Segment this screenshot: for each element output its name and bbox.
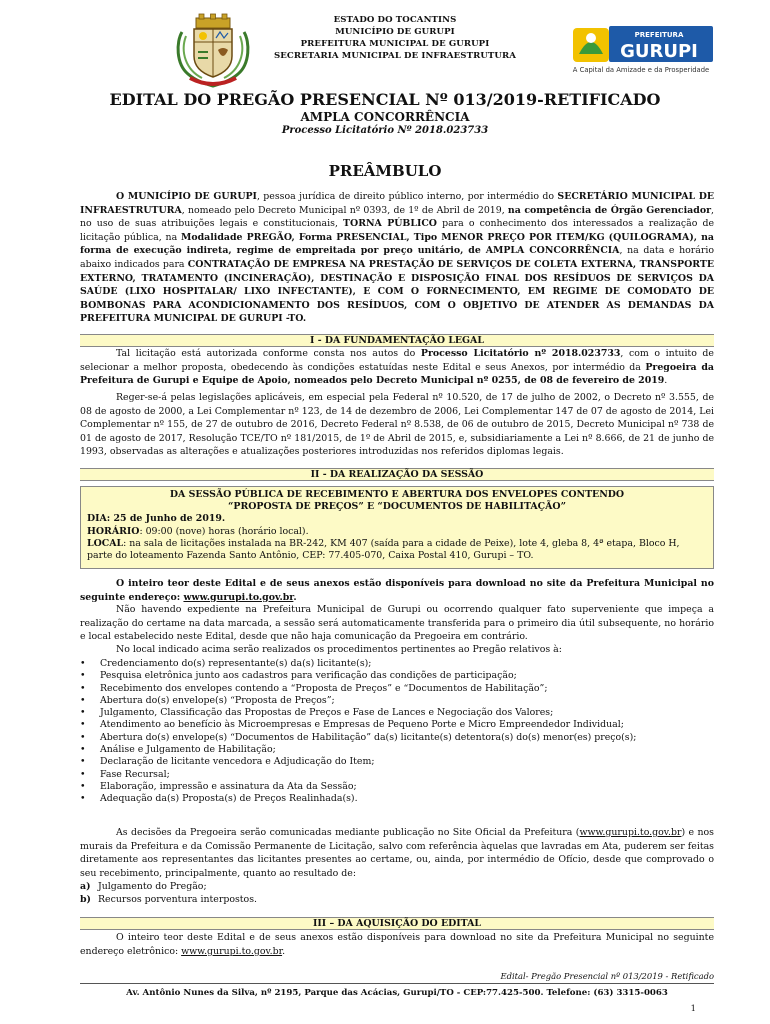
logo-gurupi-text: GURUPI: [620, 41, 698, 62]
download-link[interactable]: www.gurupi.to.gov.br: [183, 591, 294, 603]
section1-text-3: .: [664, 375, 668, 387]
page-number: 1: [690, 1003, 696, 1013]
logo-prefeitura-text: PREFEITURA: [634, 31, 684, 39]
procedures-list: [80, 658, 714, 806]
section-heading-fundamentacao: I - DA FUNDAMENTAÇÃO LEGAL: [80, 334, 714, 347]
item-text: Recursos porventura interpostos.: [98, 894, 257, 906]
session-location-value: : na sala de licitações instalada na BR-242, KM 407 (saída para a cidade de Peixe), lote 4, gleba 8, 4ª etapa, Bloco H, parte do loteamento Fazenda Santo Antônio, CEP: 77.405-070, Caixa Postal 410, Gurupi – TO.: [87, 537, 680, 562]
preambulo-municipio: O MUNICÍPIO DE GURUPI: [116, 191, 257, 202]
prefeitura-logo: [565, 22, 715, 80]
list-item: • Pesquisa eletrônica junto aos cadastros para verificação das condições de participação;: [80, 670, 714, 682]
list-item: • Credenciamento do(s) representante(s) da(s) licitante(s);: [80, 658, 714, 670]
session-date: DIA: 25 de Junho de 2019.: [87, 513, 226, 525]
list-item: [80, 880, 714, 893]
list-item: • Elaboração, impressão e assinatura da Ata da Sessão;: [80, 781, 714, 793]
preambulo-competencia: na competência de Órgão Gerenciador: [507, 204, 712, 216]
coat-of-arms-icon: [172, 12, 254, 88]
session-box-title-2: “PROPOSTA DE PREÇOS” E “DOCUMENTOS DE HABILITAÇÃO”: [228, 501, 566, 513]
download-end: .: [293, 591, 297, 603]
header-line-state: ESTADO DO TOCANTINS: [333, 15, 457, 25]
preambulo-objeto: CONTRATAÇÃO DE EMPRESA NA PRESTAÇÃO DE SERVIÇOS DE COLETA EXTERNA, TRANSPORTE EXTERNO, TRATAMENTO (INCINERAÇÃO), DESTINAÇÃO E DISPOSIÇÃO FINAL DOS RESÍDUOS DE SERVIÇOS DA SAÚDE (LIXO HOSPITALAR/ LIXO INFECTANTE), E COM O FORNECIMENTO, EM REGIME DE COMODATO DE BOMBONAS PARA ACONDICIONAMENTO DOS RESÍDUOS, COM O OBJETIVO DE ATENDER AS DEMANDAS DA PREFEITURA MUNICIPAL DE GURUPI -TO.: [80, 258, 714, 325]
process-number: Processo Licitatório Nº 2018.023733: [281, 125, 489, 136]
decisoes-paragraph: [80, 826, 714, 880]
download-text: O inteiro teor deste Edital e de seus anexos estão disponíveis para download no site da Prefeitura Municipal no seguinte endereço:: [80, 578, 714, 603]
section-heading-aquisicao: III – DA AQUISIÇÃO DO EDITAL: [80, 917, 714, 930]
preambulo-text-4: para o conhecimento dos interessados a realização de licitação pública, na: [80, 218, 715, 243]
item-letter: a): [80, 881, 91, 892]
item-letter: b): [80, 894, 91, 906]
session-time: [87, 526, 707, 538]
preambulo-text-3: , no uso de suas atribuições legais e constitucionais,: [80, 204, 714, 230]
section1-process: Processo Licitatório nº 2018.023733: [420, 348, 621, 359]
preambulo-secretario: SECRETÁRIO MUNICIPAL DE INFRAESTRUTURA: [80, 191, 714, 216]
edital-title: EDITAL DO PREGÃO PRESENCIAL Nº 013/2019-RETIFICADO: [109, 90, 661, 109]
aquisicao-end: .: [282, 945, 286, 957]
preambulo-torna-publico: TORNA PÚBLICO: [343, 218, 437, 230]
footer-reference: Edital- Pregão Presencial nº 013/2019 - Retificado: [500, 971, 714, 981]
list-item: • Fase Recursal;: [80, 769, 714, 781]
list-item: • Abertura do(s) envelope(s) “Proposta de Preços”;: [80, 695, 714, 707]
expediente-paragraph: Não havendo expediente na Prefeitura Municipal de Gurupi ou ocorrendo qualquer fato superveniente que impeça a realização do certame na data marcada, a sessão será automaticamente transferida para o primeiro dia útil subsequente, no horário e local estabelecido neste Edital, desde que não haja comunicação da Pregoeira em contrário.: [80, 604, 714, 643]
session-location-label: LOCAL: [87, 537, 124, 549]
header-line-municipality: MUNICÍPIO DE GURUPI: [335, 27, 455, 37]
session-box-title-1: DA SESSÃO PÚBLICA DE RECEBIMENTO E ABERTURA DOS ENVELOPES CONTENDO: [169, 489, 625, 500]
session-time-value: : 09:00 (nove) horas (horário local).: [139, 525, 309, 537]
list-item: [80, 893, 714, 906]
header-institution: [260, 14, 530, 62]
list-item: • Recebimento dos envelopes contendo a “Proposta de Preços” e “Documentos de Habilitação”;: [80, 683, 714, 695]
preambulo-text-1: , pessoa jurídica de direito público interno, por intermédio do: [256, 191, 558, 202]
preambulo-paragraph: [80, 190, 714, 326]
item-text: Julgamento do Pregão;: [98, 881, 207, 892]
session-time-label: HORÁRIO: [87, 525, 140, 537]
decisoes-text-2: ) e nos murais da Prefeitura e da Comissão Permanente de Licitação, salvo com referência àquelas que lavradas em Ata, puderem ser feitas diretamente aos representantes das licitantes presentes ao certame, ou, ainda, por intermédio de Ofício, desde que comprovado o seu recebimento, principalmente, quanto ao resultado de:: [80, 827, 714, 879]
list-item: • Abertura do(s) envelope(s) “Documentos de Habilitação” da(s) licitante(s) detentora(s) do(s) menor(es) preço(s);: [80, 732, 714, 744]
procedimentos-intro: No local indicado acima serão realizados os procedimentos pertinentes ao Pregão relativos à:: [116, 644, 562, 655]
decisoes-link[interactable]: www.gurupi.to.gov.br: [579, 827, 682, 838]
list-item: • Adequação da(s) Proposta(s) de Preços Realinhada(s).: [80, 793, 714, 805]
header-line-secretariat: SECRETARIA MUNICIPAL DE INFRAESTRUTURA: [273, 51, 517, 61]
decisoes-text-1: As decisões da Pregoeira serão comunicadas mediante publicação no Site Oficial da Prefeitura (: [116, 827, 580, 838]
logo-tagline: A Capital da Amizade e da Prosperidade: [572, 66, 710, 74]
footer-address: Av. Antônio Nunes da Silva, nº 2195, Parque das Acácias, Gurupi/TO - CEP:77.425-500. Telefone: (63) 3315-0063: [126, 988, 668, 998]
aquisicao-link[interactable]: www.gurupi.to.gov.br: [181, 945, 283, 957]
preambulo-text-2: , nomeado pelo Decreto Municipal nº 0393, de 1º de Abril de 2019,: [181, 204, 508, 216]
section1-pregoeira: Pregoeira da Prefeitura de Gurupi e Equipe de Apoio, nomeados pelo Decreto Municipal nº 0255, de 08 de fevereiro de 2019: [80, 361, 714, 387]
header-line-prefecture: PREFEITURA MUNICIPAL DE GURUPI: [300, 39, 490, 49]
resultado-list: [80, 880, 714, 907]
aquisicao-paragraph: [80, 931, 714, 958]
section1-paragraph-2: Reger-se-á pelas legislações aplicáveis, em especial pela Federal nº 10.520, de 17 de julho de 2002, o Decreto nº 3.555, de 08 de agosto de 2000, a Lei Complementar nº 123, de 14 de dezembro de 2006, Lei Complementar 147 de 07 de agosto de 2014, Lei Complementar nº 155, de 27 de outubro de 2016, Decreto Federal nº 8.538, de 06 de outubro de 2015, Decreto Municipal nº 738 de 01 de agosto de 2017, Resolução TCE/TO nº 181/2015, de 1º de Abril de 2015, e, subsidiariamente a Lei nº 8.666, de 21 de junho de 1993, observadas as alterações e atualizações posteriores introduzidas nos referidos diplomas legais.: [80, 392, 714, 458]
gurupi-logo-icon: [573, 24, 713, 64]
section1-text-2: , com o intuito de selecionar a melhor proposta, obedecendo às condições estatuídas neste Edital e seus Anexos, por intermédio da: [80, 348, 714, 373]
preambulo-text-5: , na data e horário abaixo indicados para: [80, 245, 714, 270]
list-item: • Julgamento, Classificação das Propostas de Preços e Fase de Lances e Negociação dos Valores;: [80, 707, 714, 719]
session-location: [87, 538, 707, 562]
download-paragraph: [80, 577, 714, 604]
list-item: • Análise e Julgamento de Habilitação;: [80, 744, 714, 756]
preambulo-title: PREÂMBULO: [328, 162, 442, 180]
session-info-box: [80, 486, 714, 569]
aquisicao-text: O inteiro teor deste Edital e de seus anexos estão disponíveis para download no site da Prefeitura Municipal no seguinte endereço eletrônico:: [80, 932, 714, 957]
section1-paragraph-1: [80, 347, 714, 388]
edital-subtitle: AMPLA CONCORRÊNCIA: [300, 110, 470, 124]
preambulo-modalidade: Modalidade PREGÃO, Forma PRESENCIAL, Tipo MENOR PREÇO POR ITEM/KG (QUILOGRAMA), na forma de execução indireta, regime de empreitada por preço unitário, de AMPLA CONCORRÊNCIA: [80, 231, 715, 257]
section-heading-realizacao: II - DA REALIZAÇÃO DA SESSÃO: [80, 468, 714, 481]
section1-text-1: Tal licitação está autorizada conforme consta nos autos do: [116, 348, 421, 359]
list-item: • Declaração de licitante vencedora e Adjudicação do Item;: [80, 756, 714, 768]
footer-divider: [80, 983, 714, 984]
list-item: • Atendimento ao benefício às Microempresas e Empresas de Pequeno Porte e Micro Empreendedor Individual;: [80, 719, 714, 731]
